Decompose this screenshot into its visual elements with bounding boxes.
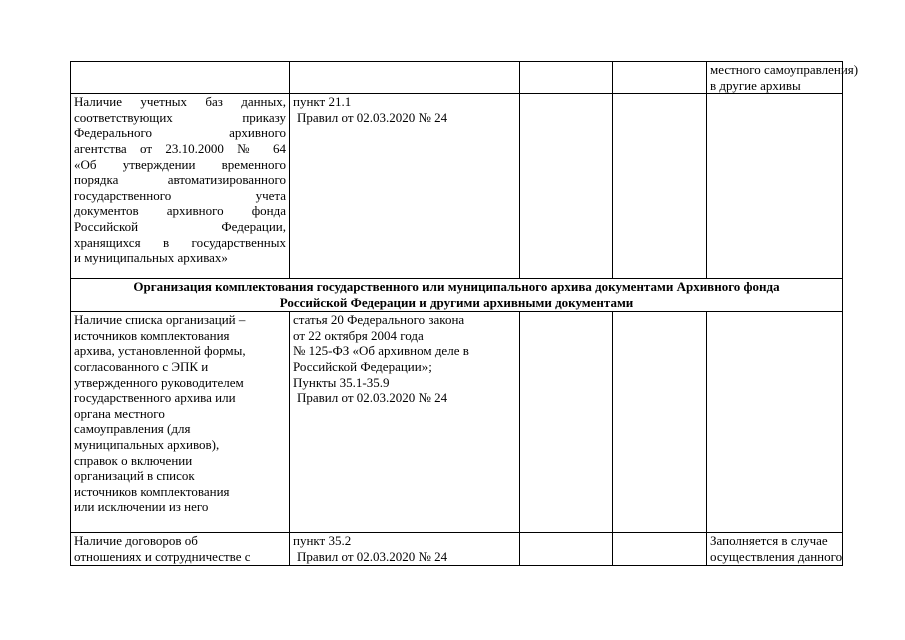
requirement-line: самоуправления (для bbox=[74, 421, 191, 437]
empty-cell bbox=[520, 94, 613, 279]
remark-line: местного самоуправления) bbox=[710, 62, 859, 77]
requirement-cell bbox=[71, 312, 290, 533]
empty-cell bbox=[520, 62, 613, 94]
basis-line: Пункты 35.1-35.9 bbox=[293, 374, 390, 390]
requirements-table bbox=[70, 61, 859, 566]
requirement-line: отношениях и сотрудничестве с bbox=[74, 548, 251, 564]
remark-line: в другие архивы bbox=[710, 77, 801, 93]
basis-line: пункт 35.2 bbox=[293, 533, 352, 549]
requirement-line: документов архивного фонда bbox=[74, 203, 286, 219]
remark-cell bbox=[707, 533, 843, 566]
section-heading bbox=[71, 279, 843, 312]
table-row bbox=[71, 312, 843, 533]
requirement-line: организаций в список bbox=[74, 468, 195, 484]
requirement-line: и муниципальных архивах» bbox=[74, 250, 228, 266]
requirement-line: агентства от 23.10.2000 № 64 bbox=[74, 140, 286, 156]
remark-line: Заполняется в случае bbox=[710, 533, 828, 549]
basis-cell bbox=[290, 94, 520, 279]
basis-line: Правил от 02.03.2020 № 24 bbox=[297, 109, 448, 125]
basis-line: пункт 21.1 bbox=[293, 94, 352, 110]
basis-line: от 22 октября 2004 года bbox=[293, 327, 424, 343]
empty-cell bbox=[520, 312, 613, 533]
table-row bbox=[71, 94, 843, 279]
requirement-line: муниципальных архивов), bbox=[74, 436, 220, 452]
section-heading-line: Российской Федерации и другими архивными документами bbox=[279, 294, 634, 310]
empty-cell bbox=[613, 312, 707, 533]
remark-line: осуществления данного bbox=[710, 548, 843, 564]
basis-line: Российской Федерации»; bbox=[293, 358, 432, 374]
section-heading-line: Организация комплектования государственного или муниципального архива документами Архивного фонда bbox=[133, 279, 780, 295]
requirement-line: «Об утверждении временного bbox=[74, 156, 286, 172]
requirement-line: архива, установленной формы, bbox=[74, 343, 246, 359]
requirement-cell bbox=[71, 94, 290, 279]
table-row bbox=[71, 533, 843, 566]
basis-cell bbox=[290, 312, 520, 533]
requirement-cell bbox=[71, 533, 290, 566]
basis-line: статья 20 Федерального закона bbox=[293, 312, 465, 328]
requirement-line: порядка автоматизированного bbox=[74, 172, 286, 188]
empty-cell bbox=[613, 62, 707, 94]
empty-cell bbox=[613, 94, 707, 279]
requirement-line: Федерального архивного bbox=[74, 125, 286, 141]
requirement-line: Российской Федерации, bbox=[74, 218, 286, 234]
requirement-line: источников комплектования bbox=[74, 483, 230, 499]
requirement-line: справок о включении bbox=[74, 452, 193, 468]
requirement-line: хранящихся в государственных bbox=[74, 234, 286, 250]
empty-cell bbox=[613, 533, 707, 566]
basis-line: № 125-ФЗ «Об архивном деле в bbox=[293, 343, 469, 359]
basis-cell bbox=[290, 533, 520, 566]
requirement-line: утвержденного руководителем bbox=[74, 374, 244, 390]
requirement-line: источников комплектования bbox=[74, 327, 230, 343]
requirement-line: государственного архива или bbox=[74, 390, 236, 406]
requirement-line: органа местного bbox=[74, 405, 165, 421]
requirement-line: Наличие учетных баз данных, bbox=[74, 94, 286, 110]
remark-cell bbox=[707, 62, 859, 94]
requirement-line: или исключении из него bbox=[74, 499, 209, 515]
requirement-cell bbox=[71, 62, 290, 94]
basis-line: Правил от 02.03.2020 № 24 bbox=[297, 548, 448, 564]
requirement-line: согласованного с ЭПК и bbox=[74, 358, 209, 374]
requirement-line: соответствующих приказу bbox=[74, 109, 286, 125]
basis-line: Правил от 02.03.2020 № 24 bbox=[297, 390, 448, 406]
table-row bbox=[71, 62, 843, 94]
requirement-line: Наличие списка организаций – bbox=[74, 312, 246, 328]
requirement-line: государственного учета bbox=[74, 187, 286, 203]
remark-cell bbox=[707, 312, 843, 533]
basis-cell bbox=[290, 62, 520, 94]
section-row bbox=[71, 279, 843, 312]
empty-cell bbox=[520, 533, 613, 566]
requirement-line: Наличие договоров об bbox=[74, 533, 198, 549]
remark-cell bbox=[707, 94, 843, 279]
